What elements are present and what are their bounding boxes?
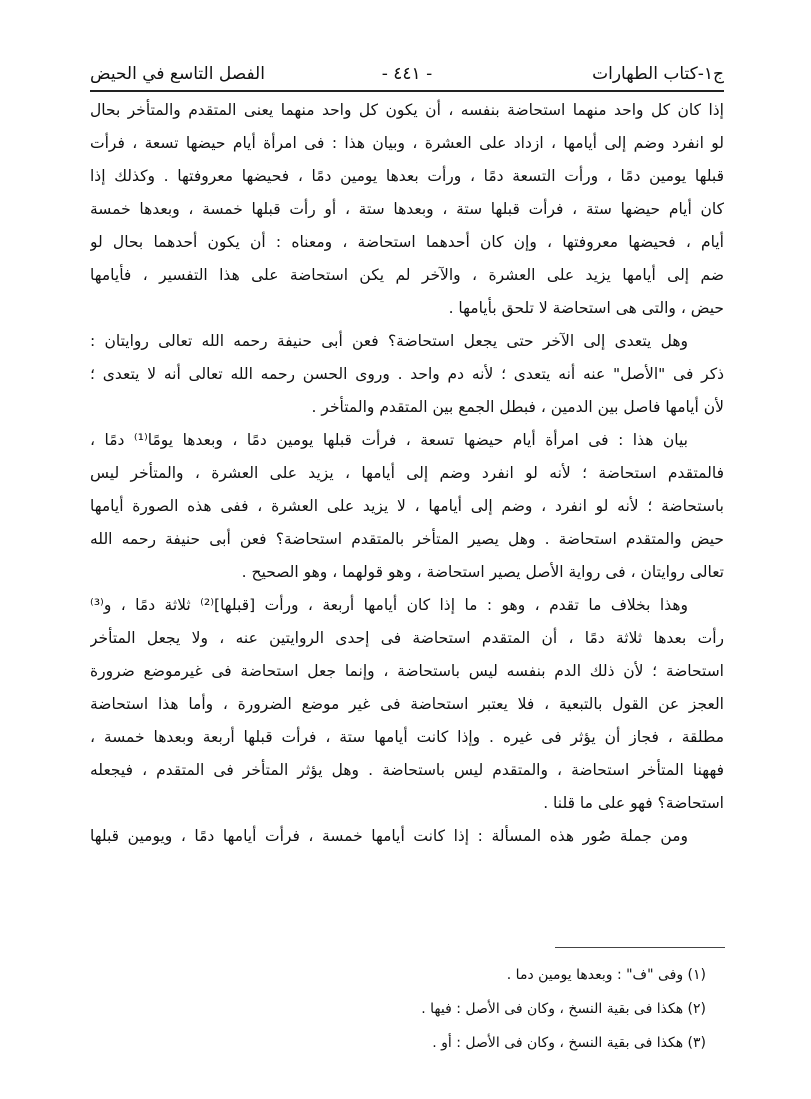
header-book-title: ج١-كتاب الطهارات: [592, 64, 724, 84]
page-header: [90, 60, 724, 92]
text-line: ومن جملة صُور هذه المسألة : إذا كانت أيامها خمسة ، فرأت أيامها دمًا ، ويومين قبلها: [90, 827, 688, 845]
footnote-divider: [555, 947, 725, 948]
text-line: فههنا المتأخر استحاضة ، والمتقدم ليس باستحاضة . وهل يؤثر المتأخر فى المتقدم ، فيجعله: [90, 761, 724, 779]
text-line: استحاضة؟ فهو على ما قلنا .: [543, 794, 724, 812]
header-chapter-title: الفصل التاسع في الحيض: [90, 64, 265, 84]
text-line: لو انفرد وضم إلى أيامها ، ازداد على العشرة ، وبيان هذا : فى امرأة أيام حيضها تسعة ، فرأت: [90, 134, 724, 152]
text-line: أيام ، فحيضها معروفتها ، وإن كان أحدهما استحاضة ، ومعناه : أن يكون أحدهما بحال لو: [90, 233, 724, 251]
footnotes: [421, 958, 706, 1060]
text-line: إذا كان كل واحد منهما استحاضة بنفسه ، أن يكون كل واحد منهما يعنى المتقدم والمتأخر بحال: [90, 101, 724, 119]
text-line: وهذا بخلاف ما تقدم ، وهو : ما إذا كان أيامها أربعة ، ورأت [قبلها]⁽²⁾ ثلاثة دمًا ، و⁽³⁾: [90, 596, 688, 614]
text-line: تعالى روايتان ، فى رواية الأصل يصير استحاضة ، وهو قولهما ، وهو الصحيح .: [241, 563, 724, 581]
text-line: حيض والمتقدم استحاضة . وهل يصير المتأخر بالمتقدم استحاضة؟ فعن أبى حنيفة رحمه الله: [90, 530, 724, 548]
text-line: وهل يتعدى إلى الآخر حتى يجعل استحاضة؟ فعن أبى حنيفة رحمه الله تعالى روايتان :: [90, 332, 688, 350]
text-line: قبلها يومين دمًا ، ورأت التسعة دمًا ، ورأت بعدها يومين دمًا ، فحيضها معروفتها . وكذلك إذا: [90, 167, 724, 185]
page-number: - ٤٤١ -: [381, 64, 433, 84]
text-line: مطلقة ، فجاز أن يؤثر فى غيره . وإذا كانت أيامها ستة ، فرأت قبلها أربعة وبعدها خمسة ،: [90, 728, 724, 746]
body-text: [90, 94, 724, 853]
text-line: بيان هذا : فى امرأة أيام حيضها تسعة ، فرأت قبلها يومين دمًا ، وبعدها يومًا⁽¹⁾ دمًا ،: [90, 431, 688, 449]
text-line: العجز عن القول بالتبعية ، فلا يعتبر استحاضة فى غير موضع الضرورة ، وأما هذا استحاضة: [90, 695, 724, 713]
text-line: رأت بعدها ثلاثة دمًا ، أن المتقدم استحاضة فى إحدى الروايتين عنه ، ولا يجعل المتأخر: [90, 629, 724, 647]
text-line: ذكر فى "الأصل" عنه أنه يتعدى ؛ لأنه دم واحد . وروى الحسن رحمه الله تعالى أنه لا يتعدى ؛: [90, 365, 724, 383]
footnote: (٢) هكذا فى بقية النسخ ، وكان فى الأصل : فيها .: [421, 1001, 706, 1017]
footnote: (٣) هكذا فى بقية النسخ ، وكان فى الأصل : أو .: [432, 1035, 706, 1051]
text-line: فالمتقدم استحاضة ؛ لأنه لو انفرد وضم إلى أيامها ، يزيد على العشرة ، والمتأخر ليس: [90, 464, 724, 482]
text-line: ضم إلى أيامها يزيد على العشرة ، والآخر لم يكن استحاضة على هذا التفسير ، فأيامها: [90, 266, 724, 284]
text-line: باستحاضة ؛ لأنه لو انفرد ، وضم إلى أيامها ، لا يزيد على العشرة ، ففى هذه الصورة أيامها: [90, 497, 724, 515]
text-line: كان أيام حيضها ستة ، فرأت قبلها ستة ، وبعدها ستة ، أو رأت قبلها خمسة ، وبعدها خمسة: [90, 200, 724, 218]
text-line: استحاضة ؛ لأن ذلك الدم بنفسه ليس باستحاضة ، وإنما جعل استحاضة فى غيرموضع ضرورة: [90, 662, 724, 680]
footnote: (١) وفى "ف" : وبعدها يومين دما .: [506, 967, 706, 983]
text-line: حيض ، والتى هى استحاضة لا تلحق بأيامها .: [448, 299, 724, 317]
text-line: لأن أيامها فاصل بين الدمين ، فبطل الجمع بين المتقدم والمتأخر .: [311, 398, 724, 416]
